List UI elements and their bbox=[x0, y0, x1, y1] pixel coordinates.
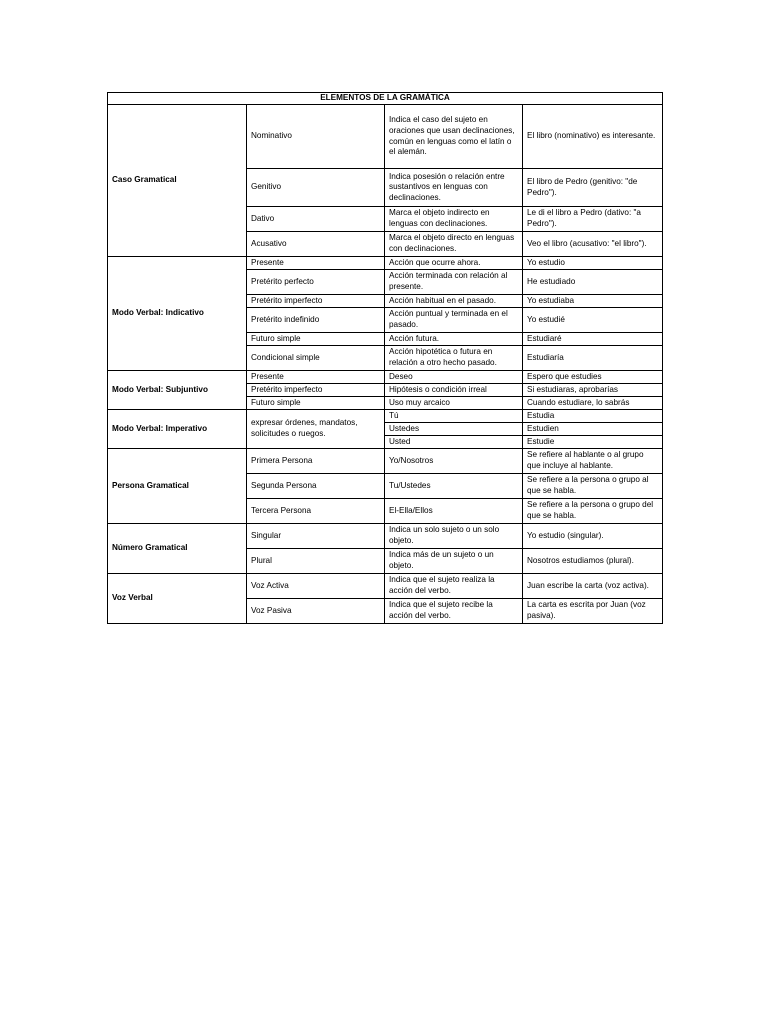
example-cell: Veo el libro (acusativo: "el libro"). bbox=[523, 232, 663, 257]
description-cell: Indica que el sujeto realiza la acción del verbo. bbox=[385, 574, 523, 599]
subcategory-cell: Voz Pasiva bbox=[247, 599, 385, 624]
example-cell: El libro de Pedro (genitivo: "de Pedro"). bbox=[523, 169, 663, 207]
description-cell: Marca el objeto directo en lenguas con declinaciones. bbox=[385, 232, 523, 257]
table-row bbox=[108, 257, 663, 270]
subcategory-cell: Condicional simple bbox=[247, 346, 385, 371]
description-cell: Usted bbox=[385, 436, 523, 449]
description-cell: Indica el caso del sujeto en oraciones que usan declinaciones, común en lenguas como el latín o el alemán. bbox=[385, 105, 523, 169]
subcategory-cell: expresar órdenes, mandatos, solicitudes o ruegos. bbox=[247, 410, 385, 449]
subcategory-cell: Presente bbox=[247, 257, 385, 270]
description-cell: Indica posesión o relación entre sustantivos en lenguas con declinaciones. bbox=[385, 169, 523, 207]
example-cell: Yo estudié bbox=[523, 308, 663, 333]
subcategory-cell: Pretérito imperfecto bbox=[247, 384, 385, 397]
example-cell: Se refiere al hablante o al grupo que incluye al hablante. bbox=[523, 449, 663, 474]
example-cell: Estudien bbox=[523, 423, 663, 436]
example-cell: Estudie bbox=[523, 436, 663, 449]
description-cell: Tú bbox=[385, 410, 523, 423]
category-cell: Caso Gramatical bbox=[108, 105, 247, 257]
description-cell: Acción que ocurre ahora. bbox=[385, 257, 523, 270]
description-cell: Acción terminada con relación al presente. bbox=[385, 270, 523, 295]
category-cell: Modo Verbal: Indicativo bbox=[108, 257, 247, 371]
example-cell: Espero que estudies bbox=[523, 371, 663, 384]
example-cell: Juan escribe la carta (voz activa). bbox=[523, 574, 663, 599]
example-cell: Se refiere a la persona o grupo del que se habla. bbox=[523, 499, 663, 524]
subcategory-cell: Acusativo bbox=[247, 232, 385, 257]
example-cell: Cuando estudiare, lo sabrás bbox=[523, 397, 663, 410]
table-row bbox=[108, 371, 663, 384]
subcategory-cell: Nominativo bbox=[247, 105, 385, 169]
subcategory-cell: Voz Activa bbox=[247, 574, 385, 599]
description-cell: Acción futura. bbox=[385, 333, 523, 346]
table-row bbox=[108, 410, 663, 423]
table-title-row bbox=[108, 93, 663, 105]
subcategory-cell: Pretérito indefinido bbox=[247, 308, 385, 333]
table-row bbox=[108, 449, 663, 474]
example-cell: La carta es escrita por Juan (voz pasiva). bbox=[523, 599, 663, 624]
example-cell: Yo estudio (singular). bbox=[523, 524, 663, 549]
table-row bbox=[108, 574, 663, 599]
subcategory-cell: Futuro simple bbox=[247, 333, 385, 346]
example-cell: Nosotros estudiamos (plural). bbox=[523, 549, 663, 574]
subcategory-cell: Primera Persona bbox=[247, 449, 385, 474]
category-cell: Persona Gramatical bbox=[108, 449, 247, 524]
subcategory-cell: Futuro simple bbox=[247, 397, 385, 410]
category-cell: Modo Verbal: Subjuntivo bbox=[108, 371, 247, 410]
table-row bbox=[108, 105, 663, 169]
description-cell: Acción hipotética o futura en relación a otro hecho pasado. bbox=[385, 346, 523, 371]
subcategory-cell: Presente bbox=[247, 371, 385, 384]
category-cell: Número Gramatical bbox=[108, 524, 247, 574]
example-cell: El libro (nominativo) es interesante. bbox=[523, 105, 663, 169]
description-cell: El-Ella/Ellos bbox=[385, 499, 523, 524]
example-cell: Yo estudio bbox=[523, 257, 663, 270]
example-cell: Estudia bbox=[523, 410, 663, 423]
example-cell: Se refiere a la persona o grupo al que se habla. bbox=[523, 474, 663, 499]
subcategory-cell: Segunda Persona bbox=[247, 474, 385, 499]
subcategory-cell: Tercera Persona bbox=[247, 499, 385, 524]
example-cell: Si estudiaras, aprobarías bbox=[523, 384, 663, 397]
description-cell: Uso muy arcaico bbox=[385, 397, 523, 410]
example-cell: Yo estudiaba bbox=[523, 295, 663, 308]
table-row bbox=[108, 524, 663, 549]
description-cell: Indica un solo sujeto o un solo objeto. bbox=[385, 524, 523, 549]
example-cell: He estudiado bbox=[523, 270, 663, 295]
description-cell: Marca el objeto indirecto en lenguas con declinaciones. bbox=[385, 207, 523, 232]
description-cell: Yo/Nosotros bbox=[385, 449, 523, 474]
subcategory-cell: Pretérito imperfecto bbox=[247, 295, 385, 308]
subcategory-cell: Plural bbox=[247, 549, 385, 574]
description-cell: Indica que el sujeto recibe la acción del verbo. bbox=[385, 599, 523, 624]
subcategory-cell: Dativo bbox=[247, 207, 385, 232]
table-body bbox=[108, 105, 663, 624]
description-cell: Ustedes bbox=[385, 423, 523, 436]
subcategory-cell: Genitivo bbox=[247, 169, 385, 207]
description-cell: Hipótesis o condición irreal bbox=[385, 384, 523, 397]
example-cell: Estudiaría bbox=[523, 346, 663, 371]
table-title: ELEMENTOS DE LA GRAMÁTICA bbox=[108, 93, 663, 105]
category-cell: Modo Verbal: Imperativo bbox=[108, 410, 247, 449]
description-cell: Acción puntual y terminada en el pasado. bbox=[385, 308, 523, 333]
description-cell: Tu/Ustedes bbox=[385, 474, 523, 499]
subcategory-cell: Singular bbox=[247, 524, 385, 549]
description-cell: Deseo bbox=[385, 371, 523, 384]
category-cell: Voz Verbal bbox=[108, 574, 247, 624]
example-cell: Le di el libro a Pedro (dativo: "a Pedro"). bbox=[523, 207, 663, 232]
description-cell: Acción habitual en el pasado. bbox=[385, 295, 523, 308]
subcategory-cell: Pretérito perfecto bbox=[247, 270, 385, 295]
description-cell: Indica más de un sujeto o un objeto. bbox=[385, 549, 523, 574]
example-cell: Estudiaré bbox=[523, 333, 663, 346]
grammar-elements-table bbox=[107, 92, 663, 624]
